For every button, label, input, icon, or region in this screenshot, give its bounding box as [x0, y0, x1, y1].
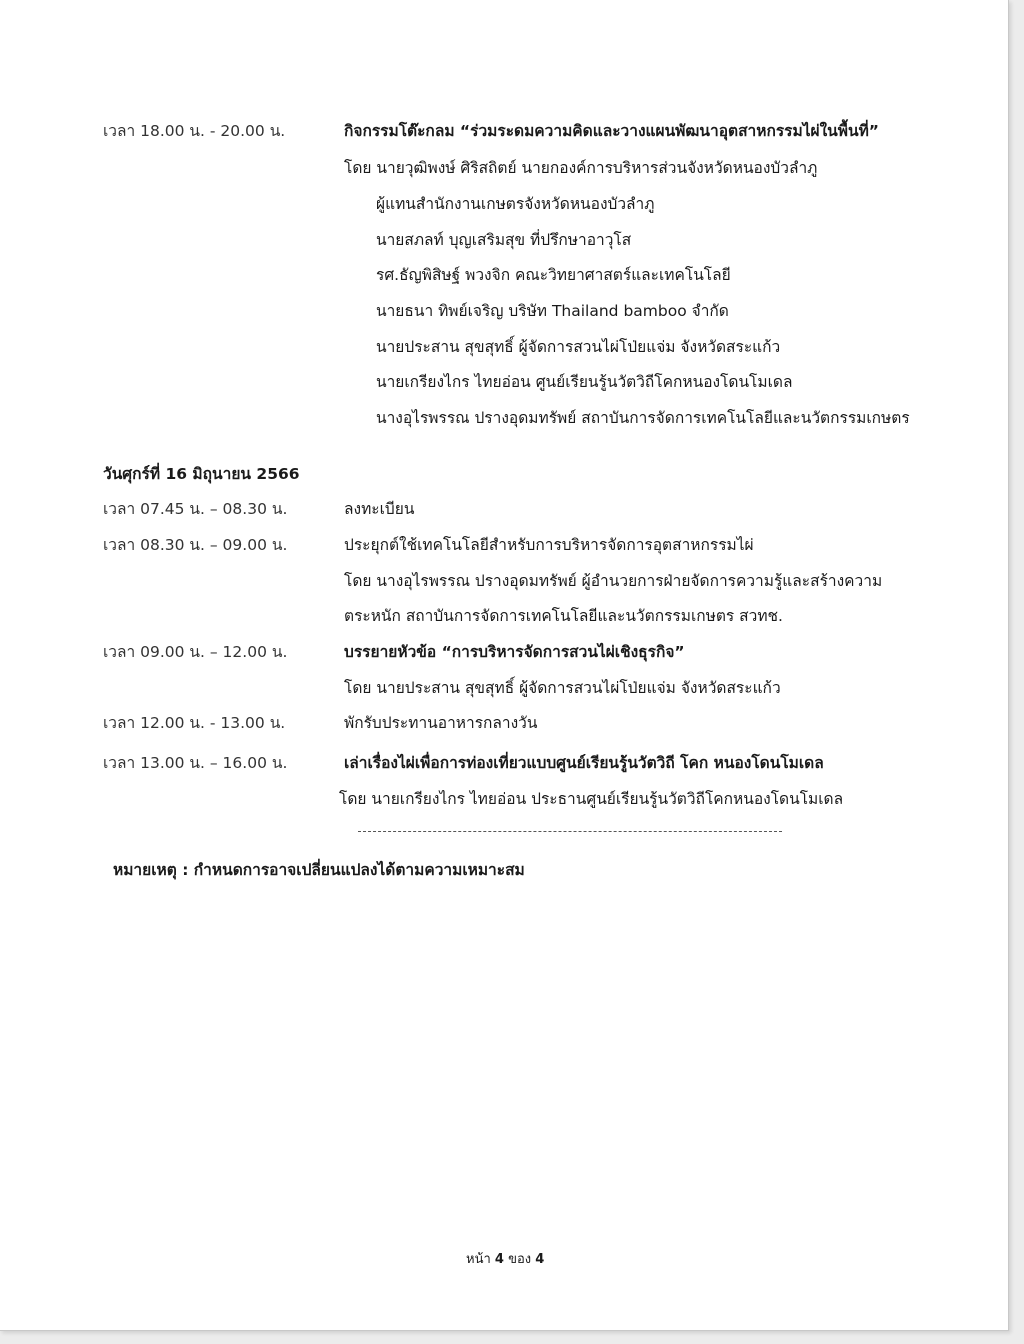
total-pages: 4 — [535, 1252, 545, 1267]
panel-member: นายเกรียงไกร ไทยอ่อน ศูนย์เรียนรู้นวัตวิถีโคกหนองโดนโมเดล — [376, 373, 793, 391]
panel-member: ผู้แทนสำนักงานเกษตรจังหวัดหนองบัวลำภู — [376, 195, 655, 213]
session-time: เวลา 18.00 น. - 20.00 น. — [103, 122, 286, 140]
session-speaker: โดย นายประสาน สุขสุทธิ์ ผู้จัดการสวนไผ่โป่ยแจ่ม จังหวัดสระแก้ว — [344, 679, 781, 697]
session-title: บรรยายหัวข้อ “การบริหารจัดการสวนไผ่เชิงธุรกิจ” — [344, 643, 685, 661]
note: หมายเหตุ : กำหนดการอาจเปลี่ยนแปลงได้ตามความเหมาะสม — [113, 861, 525, 879]
session-title: พักรับประทานอาหารกลางวัน — [344, 714, 538, 732]
panel-member: รศ.ธัญพิสิษฐ์ พวงจิก คณะวิทยาศาสตร์และเทคโนโลยี — [376, 266, 731, 284]
session-title: เล่าเรื่องไผ่เพื่อการท่องเที่ยวแบบศูนย์เรียนรู้นวัตวิถี โคก หนองโดนโมเดล — [344, 754, 824, 772]
current-page: 4 — [494, 1252, 504, 1267]
session-time: เวลา 12.00 น. - 13.00 น. — [103, 714, 286, 732]
panel-member: นายธนา ทิพย์เจริญ บริษัท Thailand bamboo จำกัด — [376, 302, 729, 320]
session-time: เวลา 13.00 น. – 16.00 น. — [103, 754, 288, 772]
session-time: เวลา 09.00 น. – 12.00 น. — [103, 643, 288, 661]
session-time: เวลา 08.30 น. – 09.00 น. — [103, 536, 288, 554]
session-speaker: โดย นายเกรียงไกร ไทยอ่อน ประธานศูนย์เรียนรู้นวัตวิถีโคกหนองโดนโมเดล — [339, 790, 844, 808]
session-speaker: โดย นางอุไรพรรณ ปรางอุดมทรัพย์ ผู้อำนวยการฝ่ายจัดการความรู้และสร้างความ — [344, 572, 883, 590]
divider — [358, 831, 782, 832]
session-speaker-cont: ตระหนัก สถาบันการจัดการเทคโนโลยีและนวัตกรรมเกษตร สวทช. — [344, 607, 783, 625]
panel-member: นายสภลท์ บุญเสริมสุข ที่ปรึกษาอาวุโส — [376, 231, 632, 249]
page-prefix: หน้า — [466, 1252, 491, 1267]
panel-member: นางอุไรพรรณ ปรางอุดมทรัพย์ สถาบันการจัดการเทคโนโลยีและนวัตกรรมเกษตร — [376, 409, 910, 427]
page-of: ของ — [508, 1252, 532, 1267]
page-number — [466, 1250, 544, 1270]
panel-member: นายประสาน สุขสุทธิ์ ผู้จัดการสวนไผ่โป่ยแจ่ม จังหวัดสระแก้ว — [376, 338, 781, 356]
session-moderator: โดย นายวุฒิพงษ์ ศิริสถิตย์ นายกองค์การบริหารส่วนจังหวัดหนองบัวลำภู — [344, 159, 818, 177]
day-header: วันศุกร์ที่ 16 มิถุนายน 2566 — [103, 465, 300, 483]
session-title: ประยุกต์ใช้เทคโนโลยีสำหรับการบริหารจัดการอุตสาหกรรมไผ่ — [344, 536, 754, 554]
session-time: เวลา 07.45 น. – 08.30 น. — [103, 500, 288, 518]
session-title: ลงทะเบียน — [344, 500, 415, 518]
session-title: กิจกรรมโต๊ะกลม “ร่วมระดมความคิดและวางแผนพัฒนาอุตสาหกรรมไผ่ในพื้นที่” — [344, 122, 879, 140]
